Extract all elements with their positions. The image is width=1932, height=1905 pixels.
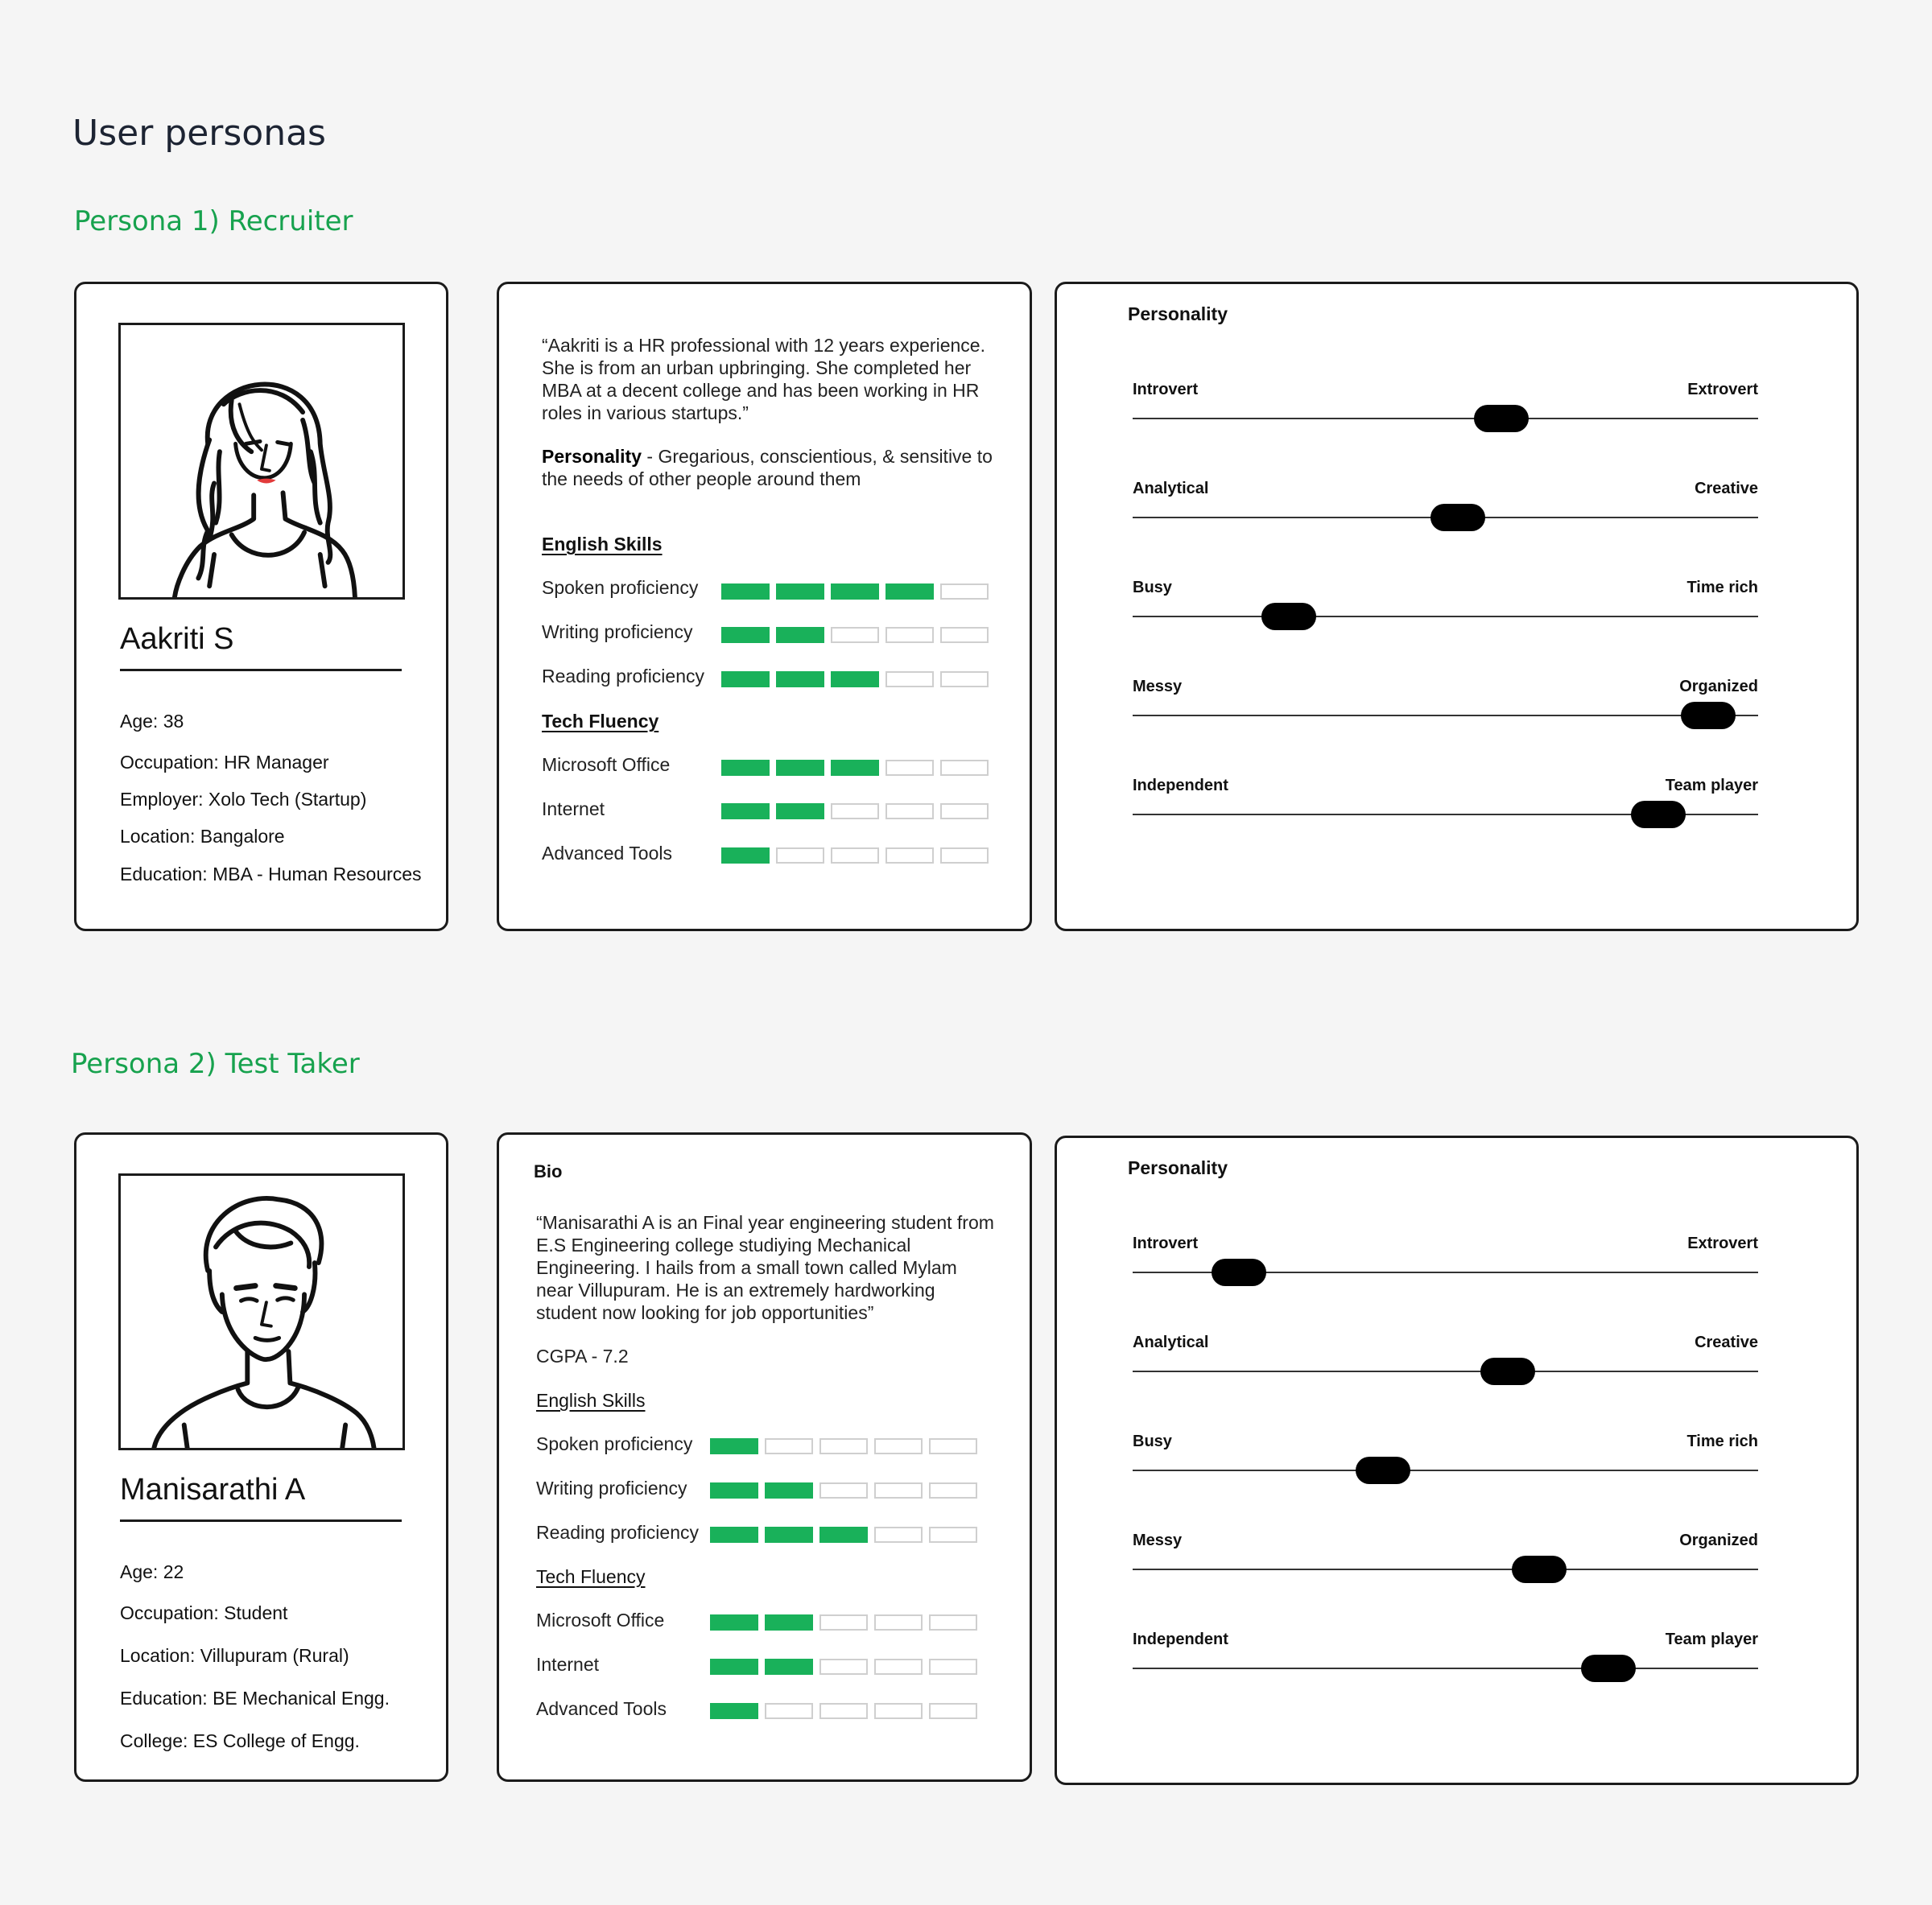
persona-2-bio-card — [497, 1132, 1032, 1782]
meter-segment-empty — [929, 1527, 977, 1543]
reading-proficiency-label: Reading proficiency — [536, 1522, 700, 1543]
persona-1-portrait — [118, 323, 405, 600]
fact-education: Education: MBA - Human Resources — [120, 864, 422, 884]
man-portrait-icon — [121, 1176, 402, 1448]
cgpa-value: CGPA - 7.2 — [536, 1346, 629, 1367]
trait-right-label: Time rich — [1686, 579, 1758, 596]
fact-occupation: Occupation: Student — [120, 1602, 288, 1623]
meter-segment-filled — [886, 583, 934, 600]
trait-slider-track — [1133, 1470, 1758, 1471]
trait-right-label: Organized — [1679, 1532, 1758, 1549]
spoken-proficiency-label: Spoken proficiency — [542, 577, 699, 598]
advanced-tools-label: Advanced Tools — [542, 843, 672, 864]
meter-segment-empty — [929, 1703, 977, 1719]
trait-left-label: Messy — [1133, 678, 1183, 695]
persona-1-name: Aakriti S — [120, 622, 234, 656]
meter-segment-empty — [886, 627, 934, 643]
personality-title: Personality — [1128, 303, 1228, 324]
name-divider — [120, 669, 402, 671]
persona-2-section-title: Persona 2) Test Taker — [71, 1048, 360, 1080]
spoken-proficiency-meter — [721, 583, 989, 600]
trait-left-label: Messy — [1133, 1532, 1183, 1549]
meter-segment-empty — [940, 583, 989, 600]
woman-portrait-icon — [121, 325, 402, 597]
trait-slider-track — [1133, 1371, 1758, 1372]
meter-segment-filled — [776, 671, 824, 687]
personality-label: Personality — [542, 446, 642, 467]
fact-education: Education: BE Mechanical Engg. — [120, 1688, 390, 1709]
trait-slider-knob — [1212, 1259, 1266, 1286]
trait-right-label: Creative — [1695, 1334, 1758, 1351]
meter-segment-empty — [940, 671, 989, 687]
meter-segment-empty — [765, 1703, 813, 1719]
reading-proficiency-meter — [710, 1527, 977, 1543]
fact-location: Location: Villupuram (Rural) — [120, 1645, 349, 1666]
tech-fluency-heading: Tech Fluency — [536, 1566, 646, 1587]
trait-slider-knob — [1480, 1358, 1535, 1385]
meter-segment-empty — [765, 1438, 813, 1454]
meter-segment-filled — [831, 760, 879, 776]
trait-slider-track — [1133, 418, 1758, 419]
fact-occupation: Occupation: HR Manager — [120, 752, 329, 773]
advanced-tools-meter — [721, 847, 989, 864]
persona-1-personality-summary — [542, 445, 993, 490]
spoken-proficiency-label: Spoken proficiency — [536, 1433, 693, 1454]
trait-slider-knob — [1430, 504, 1485, 531]
fact-age: Age: 22 — [120, 1561, 184, 1582]
meter-segment-filled — [819, 1527, 868, 1543]
microsoft-office-meter — [721, 760, 989, 776]
trait-slider-track — [1133, 1569, 1758, 1570]
meter-segment-empty — [874, 1703, 923, 1719]
fact-location: Location: Bangalore — [120, 826, 285, 847]
persona-1-bio-card — [497, 282, 1032, 931]
meter-segment-empty — [831, 627, 879, 643]
meter-segment-empty — [819, 1482, 868, 1499]
meter-segment-empty — [886, 760, 934, 776]
personality-title: Personality — [1128, 1157, 1228, 1178]
tech-fluency-heading: Tech Fluency — [542, 711, 659, 732]
persona-2-name: Manisarathi A — [120, 1473, 306, 1507]
trait-left-label: Analytical — [1133, 1334, 1209, 1351]
english-skills-heading: English Skills — [536, 1390, 646, 1411]
writing-proficiency-label: Writing proficiency — [536, 1478, 687, 1499]
meter-segment-empty — [819, 1659, 868, 1675]
meter-segment-empty — [940, 803, 989, 819]
meter-segment-filled — [721, 671, 770, 687]
trait-right-label: Extrovert — [1687, 1235, 1758, 1252]
trait-left-label: Analytical — [1133, 480, 1209, 497]
meter-segment-filled — [710, 1659, 758, 1675]
meter-segment-filled — [831, 583, 879, 600]
trait-left-label: Busy — [1133, 579, 1172, 596]
meter-segment-filled — [710, 1614, 758, 1631]
trait-left-label: Independent — [1133, 777, 1228, 794]
meter-segment-empty — [874, 1527, 923, 1543]
internet-label: Internet — [542, 798, 605, 819]
meter-segment-empty — [929, 1614, 977, 1631]
trait-slider-track — [1133, 715, 1758, 716]
meter-segment-filled — [776, 583, 824, 600]
trait-left-label: Introvert — [1133, 1235, 1199, 1252]
meter-segment-filled — [765, 1482, 813, 1499]
meter-segment-filled — [710, 1527, 758, 1543]
meter-segment-empty — [929, 1482, 977, 1499]
meter-segment-empty — [819, 1703, 868, 1719]
reading-proficiency-meter — [721, 671, 989, 687]
writing-proficiency-label: Writing proficiency — [542, 621, 693, 642]
persona-2-bio-quote: “Manisarathi A is an Final year engineering student from E.S Engineering college studiying Mechanical Engineering. I hails from a small town called Mylam near Villupuram. He is an extremely hardworking student now looking for job opportunities” — [536, 1212, 994, 1323]
trait-right-label: Creative — [1695, 480, 1758, 497]
meter-segment-empty — [940, 760, 989, 776]
meter-segment-empty — [940, 847, 989, 864]
meter-segment-filled — [721, 627, 770, 643]
microsoft-office-label: Microsoft Office — [542, 754, 671, 775]
meter-segment-filled — [721, 583, 770, 600]
meter-segment-filled — [765, 1659, 813, 1675]
trait-slider-knob — [1261, 603, 1316, 630]
meter-segment-empty — [874, 1482, 923, 1499]
meter-segment-empty — [831, 847, 879, 864]
internet-meter — [710, 1659, 977, 1675]
trait-slider-knob — [1474, 405, 1529, 432]
trait-left-label: Busy — [1133, 1433, 1172, 1450]
meter-segment-empty — [819, 1614, 868, 1631]
meter-segment-filled — [721, 760, 770, 776]
advanced-tools-meter — [710, 1703, 977, 1719]
name-divider — [120, 1519, 402, 1522]
meter-segment-filled — [721, 847, 770, 864]
writing-proficiency-meter — [721, 627, 989, 643]
trait-right-label: Team player — [1665, 777, 1758, 794]
persona-2-portrait — [118, 1173, 405, 1450]
internet-label: Internet — [536, 1654, 599, 1675]
fact-employer: Employer: Xolo Tech (Startup) — [120, 789, 367, 810]
meter-segment-filled — [776, 760, 824, 776]
meter-segment-filled — [831, 671, 879, 687]
meter-segment-filled — [721, 803, 770, 819]
microsoft-office-meter — [710, 1614, 977, 1631]
meter-segment-filled — [776, 803, 824, 819]
meter-segment-empty — [886, 671, 934, 687]
meter-segment-empty — [874, 1438, 923, 1454]
persona-1-section-title: Persona 1) Recruiter — [74, 205, 353, 237]
meter-segment-empty — [819, 1438, 868, 1454]
persona-2-personality-card — [1055, 1136, 1859, 1785]
meter-segment-filled — [765, 1527, 813, 1543]
meter-segment-empty — [886, 847, 934, 864]
meter-segment-empty — [929, 1438, 977, 1454]
spoken-proficiency-meter — [710, 1438, 977, 1454]
trait-right-label: Extrovert — [1687, 381, 1758, 398]
trait-slider-track — [1133, 1668, 1758, 1669]
meter-segment-empty — [874, 1614, 923, 1631]
persona-1-bio-quote: “Aakriti is a HR professional with 12 years experience. She is from an urban upbringing. She completed her MBA at a decent college and has been working in HR roles in various startups.” — [542, 335, 985, 423]
reading-proficiency-label: Reading proficiency — [542, 666, 705, 687]
persona-2-profile-card — [74, 1132, 448, 1782]
meter-segment-filled — [765, 1614, 813, 1631]
trait-right-label: Organized — [1679, 678, 1758, 695]
trait-left-label: Introvert — [1133, 381, 1199, 398]
persona-1-profile-card — [74, 282, 448, 931]
trait-slider-knob — [1681, 702, 1736, 729]
trait-left-label: Independent — [1133, 1631, 1228, 1648]
meter-segment-filled — [710, 1438, 758, 1454]
meter-segment-filled — [776, 627, 824, 643]
page-title: User personas — [72, 113, 326, 154]
meter-segment-empty — [874, 1659, 923, 1675]
english-skills-heading: English Skills — [542, 534, 663, 555]
meter-segment-filled — [710, 1703, 758, 1719]
persona-1-personality-card — [1055, 282, 1859, 931]
microsoft-office-label: Microsoft Office — [536, 1610, 665, 1631]
fact-college: College: ES College of Engg. — [120, 1730, 360, 1751]
trait-slider-knob — [1631, 801, 1686, 828]
trait-slider-knob — [1356, 1457, 1410, 1484]
advanced-tools-label: Advanced Tools — [536, 1698, 667, 1719]
meter-segment-empty — [886, 803, 934, 819]
trait-right-label: Team player — [1665, 1631, 1758, 1648]
fact-age: Age: 38 — [120, 711, 184, 732]
meter-segment-empty — [776, 847, 824, 864]
trait-right-label: Time rich — [1686, 1433, 1758, 1450]
meter-segment-empty — [929, 1659, 977, 1675]
internet-meter — [721, 803, 989, 819]
meter-segment-empty — [831, 803, 879, 819]
trait-slider-track — [1133, 616, 1758, 617]
meter-segment-filled — [710, 1482, 758, 1499]
writing-proficiency-meter — [710, 1482, 977, 1499]
bio-heading: Bio — [534, 1161, 563, 1181]
personality-text: - Gregarious, conscientious, & sensitive to the needs of other people around them — [542, 446, 993, 489]
trait-slider-knob — [1512, 1556, 1567, 1583]
trait-slider-knob — [1581, 1655, 1636, 1682]
meter-segment-empty — [940, 627, 989, 643]
